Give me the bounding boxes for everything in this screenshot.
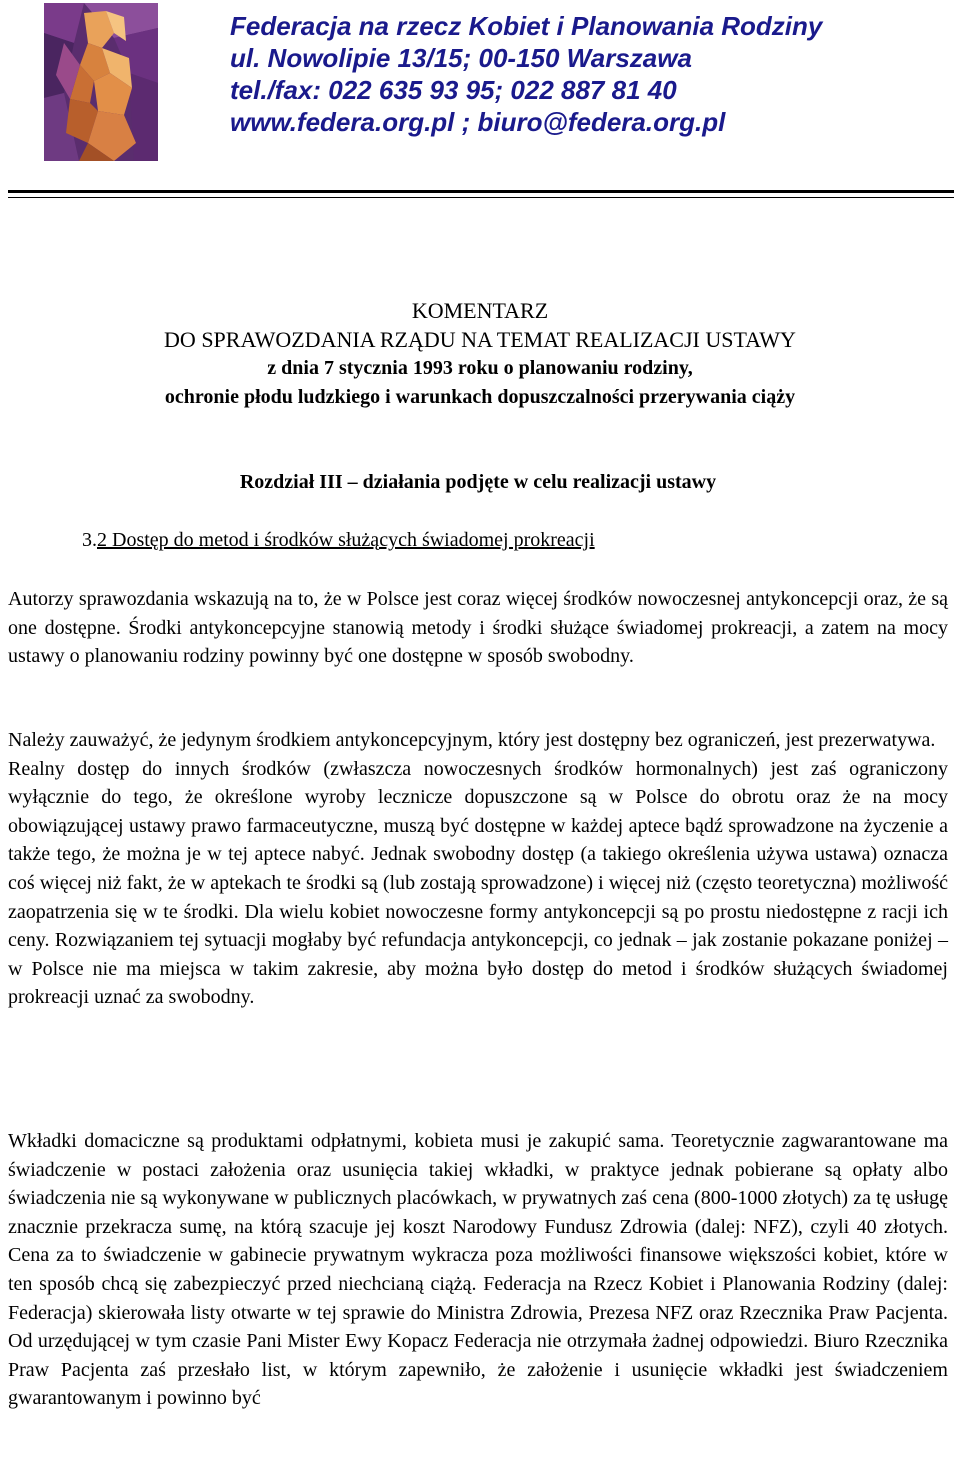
- paragraph-3: [8, 1127, 948, 1413]
- title-line-3: z dnia 7 stycznia 1993 roku o planowaniu rodziny,: [267, 357, 693, 379]
- chapter-heading: Rozdział III – działania podjęte w celu realizacji ustawy: [239, 471, 717, 493]
- section-heading: [82, 526, 595, 554]
- title-line-1: KOMENTARZ: [411, 298, 549, 323]
- paragraph-2a-text: Należy zauważyć, że jedynym środkiem antykoncepcyjnym, który jest dostępny bez ograniczeń, jest prezerwatywa.: [8, 729, 936, 751]
- org-address: ul. Nowolipie 13/15; 00-150 Warszawa: [230, 43, 692, 73]
- paragraph-2: [8, 726, 948, 1012]
- cubist-figure-logo: [44, 3, 158, 161]
- org-name: Federacja na rzecz Kobiet i Planowania Rodziny: [230, 11, 823, 41]
- title-line-2: DO SPRAWOZDANIA RZĄDU NA TEMAT REALIZACJI USTAWY: [164, 327, 796, 352]
- organization-header: [230, 10, 950, 138]
- org-phone: tel./fax: 022 635 93 95; 022 887 81 40: [230, 75, 677, 105]
- document-title: [0, 296, 960, 412]
- paragraph-1-text: Autorzy sprawozdania wskazują na to, że w Polsce jest coraz więcej środków nowoczesnej antykoncepcji oraz, że są one dostępne. Środki antykoncepcyjne stanowią metody i środki służące świadomej prokreacji, a zatem na mocy ustawy o planowaniu rodziny powinny być one dostępne w sposób swobodny.: [8, 588, 948, 668]
- paragraph-3-text: Wkładki domaciczne są produktami odpłatnymi, kobieta musi je zakupić sama. Teoretycznie zagwarantowane ma świadczenie w postaci założenia oraz usunięcia takiej wkładki, w praktyce jednak pobierane są opłaty albo świadczenia nie są wykonywane w publicznych placówkach, w prywatnych zaś cena (800-1000 złotych) za tę usługę znacznie przekracza sumę, na którą szacuje jej koszt Narodowy Fundusz Zdrowia (dalej: NFZ), czyli 40 złotych. Cena za to świadczenie w gabinecie prywatnym wykracza poza możliwości finansowe większości kobiet, które w ten sposób chcą się zabezpieczyć przed niechcianą ciążą. Federacja na Rzecz Kobiet i Planowania Rodziny (dalej: Federacja) skierowała listy otwarte w tej sprawie do Ministra Zdrowia, Prezesa NFZ oraz Rzecznika Praw Pacjenta. Od urzędującej w tym czasie Pani Mister Ewy Kopacz Federacja nie otrzymała żadnej odpowiedzi. Biuro Rzecznika Praw Pacjenta zaś przesłało list, w którym zapewniło, że założenie i usunięcie wkładki jest świadczeniem gwarantowanym i powinno być: [8, 1130, 948, 1410]
- paragraph-1: [8, 585, 948, 671]
- header-divider-thick: [8, 190, 954, 193]
- header-divider-thin: [8, 197, 954, 198]
- paragraph-2b-text: Realny dostęp do innych środków (zwłaszcza nowoczesnych środków hormonalnych) jest zaś ograniczony wyłącznie do tego, że określone wyroby lecznicze dopuszczone są w Polsce do obrotu oraz że na mocy obowiązującej ustawy prawo farmaceutyczne, muszą być dostępne w każdej aptece bądź sprowadzone na życzenie a także tego, że można je w tej aptece nabyć. Jednak swobodny dostęp (a takiego określenia używa ustawa) oznacza coś więcej niż fakt, że w aptekach te środki są (lub zostają sprowadzone) i więcej niż (często teoretyczna) możliwość zaopatrzenia się w te środki. Dla wielu kobiet nowoczesne formy antykoncepcji są po prostu niedostępne z racji ich ceny. Rozwiązaniem tej sytuacji mogłaby być refundacja antykoncepcji, co jednak – jak zostanie pokazane poniżej – w Polsce nie ma miejsca w takim zakresie, aby można było dostęp do metod i środków służących świadomej prokreacji uznać za swobodny.: [8, 757, 948, 1009]
- title-line-4: ochronie płodu ludzkiego i warunkach dopuszczalności przerywania ciąży: [164, 386, 796, 408]
- section-title: 2 Dostęp do metod i środków służących świadomej prokreacji: [97, 529, 595, 551]
- org-web-email: www.federa.org.pl ; biuro@federa.org.pl: [230, 107, 726, 137]
- section-number: 3.: [82, 529, 97, 551]
